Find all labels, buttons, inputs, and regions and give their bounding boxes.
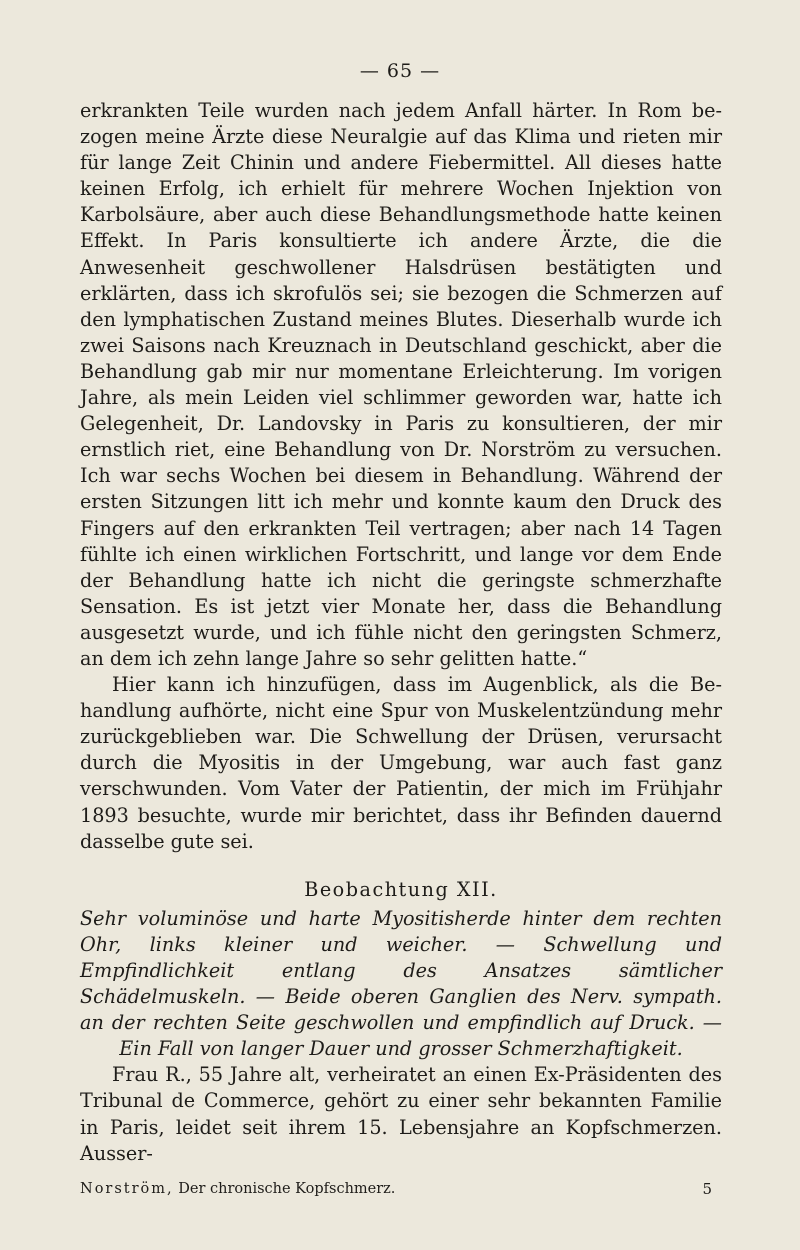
section-heading: Beobachtung XII. [304, 877, 498, 901]
paragraph-1: erkrankten Teile wurden nach jedem Anfall härter. In Rom bezogen meine Ärzte diese Neuralgie auf das Klima und rieten mir für lange Zeit Chinin und andere Fiebermittel. All dieses hatte keinen Erfolg, ich erhielt für mehrere Wochen Injektion von Karbolsäure, aber auch diese Behandlungsmethode hatte keinen Effekt. In Paris konsultierte ich andere Ärzte, die die Anwesenheit geschwollener Halsdrüsen bestätigten und erklärten, dass ich skrofulös sei; sie bezogen die Schmerzen auf den lymphatischen Zustand meines Blutes. Dieserhalb wurde ich zwei Saisons nach Kreuznach in Deutschland geschickt, aber die Behandlung gab mir nur momentane Erleichterung. Im vorigen Jahre, als mein Leiden viel schlimmer geworden war, hatte ich Gelegenheit, Dr. Landovsky in Paris zu konsultieren, der mir ernstlich riet, eine Behandlung von Dr. Norström zu versuchen. Ich war sechs Wochen bei diesem in Behandlung. Während der ersten Sitzungen litt ich mehr und konnte kaum den Druck des Fingers auf den erkrankten Teil vertragen; aber nach 14 Tagen fühlte ich einen wirklichen Fortschritt, und lange vor dem Ende der Behandlung hatte ich nicht die geringste schmerzhafte Sensation. Es ist jetzt vier Monate her, dass die Behandlung ausgesetzt wurde, und ich fühle nicht den geringsten Schmerz, an dem ich zehn lange Jahre so sehr gelitten hatte.“ [80, 99, 722, 670]
page-body [80, 98, 722, 1167]
section-summary: Sehr voluminöse und harte Myositisherde hinter dem rechten Ohr, links kleiner und weicher. — Schwellung und Empfindlichkeit entlang des Ansatzes sämtlicher Schädelmuskeln. — Beide oberen Ganglien des Nerv. sympath. an der rechten Seite geschwollen und empfindlich auf Druck. — Ein Fall von langer Dauer und grosser Schmerzhaftigkeit. [80, 906, 722, 1061]
paragraph-3: Frau R., 55 Jahre alt, verheiratet an einen Ex-Präsidenten des Tribunal de Commerce, gehört zu einer sehr bekannten Familie in Paris, leidet seit ihrem 15. Lebensjahre an Kopfschmerzen. Ausser- [80, 1063, 722, 1165]
paragraph-2: Hier kann ich hinzufügen, dass im Augenblick, als die Behandlung aufhörte, nicht eine Spur von Muskelentzündung mehr zurückgeblieben war. Die Schwellung der Drüsen, verursacht durch die Myositis in der Umgebung, war auch fast ganz verschwunden. Vom Vater der Patientin, der mich im Frühjahr 1893 besuchte, wurde mir berichtet, dass ihr Befinden dauernd dasselbe gute sei. [80, 673, 722, 853]
page-number: — 65 — [359, 60, 441, 82]
footer-author: Norström, [80, 1181, 174, 1197]
signature-mark: 5 [702, 1180, 712, 1198]
footer-book-title: Der chronische Kopfschmerz. [178, 1181, 396, 1197]
page-footer [80, 1180, 722, 1198]
